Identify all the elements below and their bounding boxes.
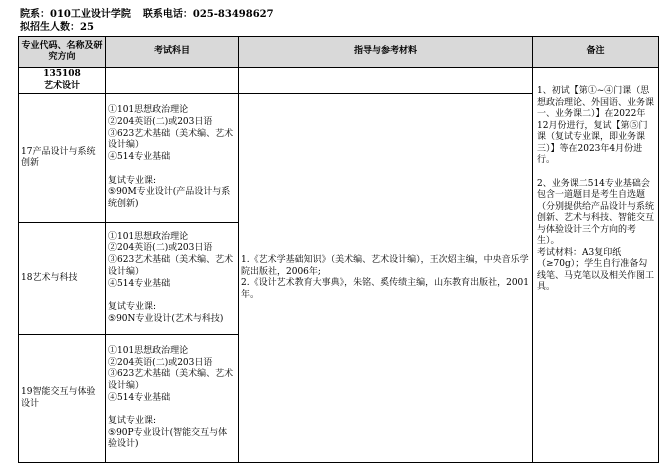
subject-item: ③623艺术基础（美术编、艺术设计编） — [108, 128, 234, 151]
admission-table — [18, 36, 659, 463]
contact-phone: 联系电话：025-83498627 — [142, 9, 274, 20]
empty-cell — [239, 68, 533, 94]
col-header-references: 指导与参考材料 — [239, 37, 533, 68]
major-cell — [19, 68, 106, 94]
note-item: 2、业务课二514专业基础会包含一道题目是考生自选题（分别提供给产品设计与系统创新、艺术与科技、智能交互与体验设计三个方向的考生）。 — [537, 178, 655, 246]
retest-subject: ⑤90N专业设计(艺术与科技) — [108, 313, 224, 324]
note-item: 考试材料：A3复印纸（≥70g）；学生自行准备勾线笔、马克笔以及相关作图工具。 — [537, 247, 655, 292]
col-header-code: 专业代码、名称及研究方向 — [19, 37, 106, 68]
direction-name: 19智能交互与体验设计 — [19, 335, 106, 463]
direction-name: 17产品设计与系统创新 — [19, 94, 106, 223]
subject-item: ②204英语(二)或203日语 — [108, 117, 213, 128]
direction-name: 18艺术与科技 — [19, 223, 106, 335]
subject-item: ④514专业基础 — [108, 152, 171, 163]
retest-title: 复试专业课: — [108, 175, 157, 186]
page-header — [20, 9, 274, 21]
enrollment-quota: 拟招生人数：25 — [20, 22, 94, 33]
retest-subject: ⑤90P专业设计(智能交互与体验设计) — [108, 427, 228, 450]
note-item: 1、初试【第①~④门课（思想政治理论、外国语、业务课一、业务课二）】在2022年12月份进行，复试【第⑤门课（复试专业课，即业务课三）】等在2023年4月份进行。 — [537, 86, 655, 165]
notes-cell — [533, 68, 659, 463]
subject-item: ①101思想政治理论 — [108, 105, 189, 116]
subjects-cell — [106, 94, 239, 223]
empty-cell — [106, 68, 239, 94]
subject-item: ①101思想政治理论 — [108, 345, 189, 356]
subject-item: ④514专业基础 — [108, 278, 171, 289]
retest-title: 复试专业课: — [108, 301, 157, 312]
major-row — [19, 68, 659, 94]
subject-item: ①101思想政治理论 — [108, 231, 189, 242]
subject-item: ②204英语(二)或203日语 — [108, 357, 213, 368]
retest-subject: ⑤90M专业设计(产品设计与系统创新) — [108, 187, 231, 209]
table-header-row — [19, 37, 659, 68]
subject-item: ③623艺术基础（美术编、艺术设计编） — [108, 369, 234, 391]
subject-item: ④514专业基础 — [108, 392, 171, 403]
reference-item: 2.《设计艺术教育大事典》，朱铭、奚传绩主编，山东教育出版社，2001年。 — [241, 278, 529, 300]
col-header-notes: 备注 — [533, 37, 659, 68]
major-name: 艺术设计 — [43, 80, 80, 91]
references-cell — [239, 94, 533, 463]
subjects-cell — [106, 335, 239, 463]
subject-item: ②204英语(二)或203日语 — [108, 243, 213, 254]
col-header-subjects: 考试科目 — [106, 37, 239, 68]
major-code: 135108 — [43, 69, 81, 79]
subject-item: ③623艺术基础（美术编、艺术设计编） — [108, 255, 234, 277]
subjects-cell — [106, 223, 239, 335]
retest-title: 复试专业课: — [108, 416, 157, 427]
reference-item: 1.《艺术学基础知识》（美术编、艺术设计编），王次炤主编，中央音乐学院出版社，2006年; — [241, 255, 529, 277]
department-label: 院系：010工业设计学院 — [20, 9, 131, 20]
